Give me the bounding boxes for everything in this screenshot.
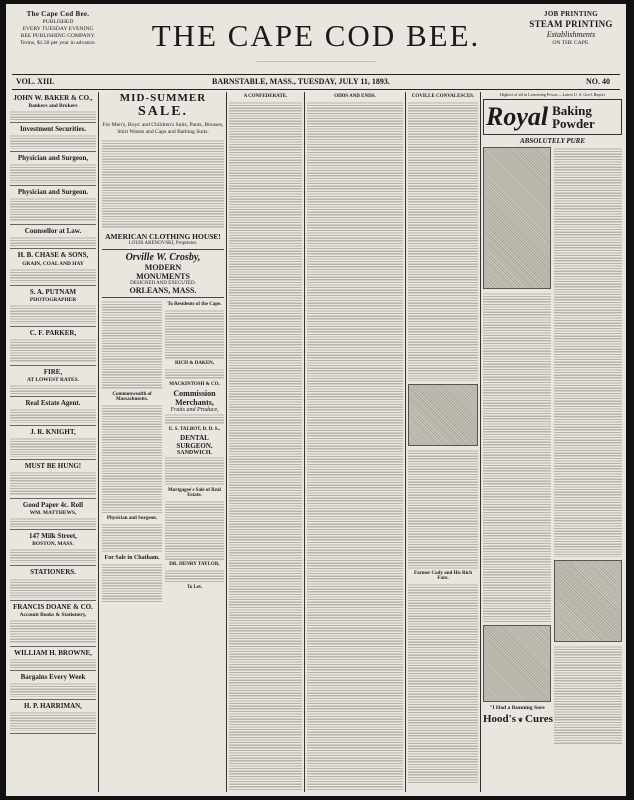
ear-right-line2: Establishments [546, 30, 596, 39]
directory-card-sub: AT LOWEST RATES. [27, 376, 79, 383]
crosby-line1: MODERN [144, 263, 182, 272]
odds-ends-head: ODDS AND ENDS. [334, 94, 376, 99]
directory-card-name: Physician and Surgeon. [17, 188, 89, 197]
directory-card [10, 366, 96, 397]
masthead-title: THE CAPE COD BEE. [151, 18, 481, 53]
directory-card-name: H. P. HARRIMAN, [24, 701, 82, 710]
directory-card [10, 92, 96, 123]
column-coville [408, 92, 478, 792]
column-rule [480, 92, 481, 792]
ear-right-title: JOB PRINTING [544, 10, 598, 18]
royal-baking: Baking [552, 103, 592, 118]
directory-card [10, 499, 96, 530]
fruits: Fruits and Produce, [170, 407, 219, 413]
hoods-ad [483, 713, 551, 725]
directory-card [10, 286, 96, 327]
directory-card-name: MUST BE HUNG! [24, 462, 82, 471]
directory-card-name: JOHN W. BAKER & CO., [13, 94, 93, 102]
hoods-name: Hood's [483, 713, 517, 725]
right-ear [522, 10, 620, 47]
midsummer-sale-ad [102, 92, 224, 250]
proprietor: LOUIS ARENOVSKI, Proprietor. [128, 241, 198, 246]
hoods-cures: Cures [525, 713, 553, 725]
directory-card [10, 186, 96, 225]
directory-card-name: FRANCIS DOANE & CO. [13, 602, 93, 611]
sale-word: SALE. [137, 104, 189, 119]
newspaper-page [6, 4, 626, 796]
column-directory [10, 92, 96, 792]
royal-powder: Powder [552, 116, 595, 131]
column-confederate [229, 92, 302, 792]
directory-card [10, 530, 96, 566]
clothing-house: AMERICAN CLOTHING HOUSE! [105, 232, 221, 241]
rich-daken: RICH & DAKEN, [174, 361, 215, 366]
to-let: To Let. [186, 585, 203, 590]
directory-card-name: Bargains Every Week [20, 672, 86, 681]
directory-card-name: Physician and Surgeon, [17, 154, 89, 163]
directory-card [10, 671, 96, 700]
dr-taylor: DR. HENRY TAYLOR, [169, 562, 220, 567]
directory-card-name: H. B. CHASE & SONS, [17, 251, 89, 260]
volume-label: VOL. XIII. [16, 77, 55, 86]
issue-number: NO. 40 [586, 77, 610, 86]
residents-head: To Residents of the Cape. [167, 302, 222, 307]
directory-card [10, 249, 96, 285]
ear-left-line2: EVERY TUESDAY EVENING [22, 25, 94, 32]
royal-top: Highest of all in Leavening Power.—Latest U. S. Gov't Report [500, 92, 605, 97]
for-sale-head: For Sale in Chatham. [104, 555, 160, 561]
directory-card [10, 327, 96, 366]
sale-text: For Men's, Boys' and Children's Suits, Pants, Blouses, Shirt Waists and Caps and Bathing Suits. [102, 122, 224, 135]
directory-card [10, 123, 96, 152]
royal-ad [483, 99, 622, 135]
commission2: Merchants, [175, 398, 214, 407]
crosby-name: Orville W. Crosby, [125, 252, 201, 263]
directory-card-sub: Account Books & Stationery, [19, 611, 87, 618]
ear-right-line3: ON THE CAPE. [552, 40, 590, 46]
column-royal [483, 92, 622, 792]
column-rule [304, 92, 305, 792]
masthead-subline: ──────────────────────────────────────────────── [256, 60, 376, 64]
place-date: BARNSTABLE, MASS., TUESDAY, JULY 11, 1893. [212, 77, 390, 86]
confederate-head: A CONFEDERATE. [243, 94, 288, 99]
coville-head: COVILLE CONVALESCES. [411, 94, 475, 99]
illustration-engraving [483, 147, 551, 289]
directory-card [10, 566, 96, 600]
ear-left-title: The Cape Cod Bee. [26, 10, 90, 18]
crosby-line2: MONUMENTS [136, 272, 190, 281]
directory-card-name: Counsellor at Law. [24, 227, 82, 236]
directory-card [10, 397, 96, 426]
farm-engraving [408, 384, 478, 446]
directory-card-sub: WM. MATTHEWS, [29, 510, 77, 517]
directory-card-sub: PHOTOGRAPHER [29, 296, 77, 303]
ear-right-line1: STEAM PRINTING [529, 18, 613, 29]
dental: DENTAL SURGEON. [176, 434, 213, 450]
directory-list [10, 92, 96, 734]
talbot: E. S. TALBOT, D. D. S., [168, 427, 221, 432]
crosby-monuments-ad [102, 250, 224, 298]
directory-card [10, 647, 96, 671]
directory-card [10, 700, 96, 734]
ear-left-line1: PUBLISHED [42, 18, 74, 25]
mortgagee-head: Mortgagee's Sale of Real Estate. [168, 488, 221, 498]
directory-card-sub: GRAIN, COAL AND HAY [22, 260, 84, 267]
directory-card-name: S. A. PUTNAM [29, 287, 77, 296]
directory-card-name: J. R. KNIGHT, [30, 428, 76, 436]
directory-card-name: STATIONERS. [30, 568, 76, 577]
directory-card-name: WILLIAM H. BROWNE, [14, 648, 92, 657]
directory-card-name: Real Estate Agent. [25, 398, 81, 407]
royal-columns [483, 147, 622, 745]
column-rule [98, 92, 99, 792]
portrait-engraving [483, 625, 551, 702]
cartoon-engraving [554, 560, 622, 642]
directory-card-sub: Bankers and Brokers [28, 103, 78, 110]
directory-card [10, 460, 96, 499]
commission1: Commission [173, 389, 216, 398]
ear-left-line3: BEE PUBLISHING COMPANY. [20, 32, 96, 39]
physician-head: Physician and Surgeon. [106, 516, 158, 521]
directory-card-sub: BOSTON, MASS. [32, 541, 74, 548]
ads-split [102, 300, 224, 603]
ear-left-terms: Terms, $1.50 per year in advance. [20, 39, 96, 46]
ads-right-subcol [165, 300, 224, 603]
commonwealth-head: Commonwealth of Massachusetts. [112, 392, 152, 402]
directory-card-name: FIRE, [43, 367, 63, 376]
directory-card-name: Investment Securities. [19, 125, 87, 134]
mackintosh: MACKINTOSH & CO. [169, 382, 220, 387]
royal-pure: ABSOLUTELY PURE [519, 137, 585, 145]
directory-card [10, 426, 96, 460]
directory-card-name: C. F. PARKER, [29, 328, 77, 337]
crosby-line3: DESIGNED AND EXECUTED. [130, 281, 196, 286]
running-sore: "I Had a Running Sore [489, 705, 545, 711]
column-ads [102, 92, 224, 792]
left-ear [12, 10, 104, 47]
column-rule [226, 92, 227, 792]
column-rule [405, 92, 406, 792]
directory-card [10, 152, 96, 186]
directory-card-name: Good Paper 4c. Roll [22, 501, 84, 510]
crosby-line4: ORLEANS, MASS. [129, 286, 197, 295]
directory-card [10, 225, 96, 249]
ads-left-subcol [102, 300, 162, 603]
royal-logo: Royal [486, 102, 549, 131]
column-odds-ends [307, 92, 403, 792]
directory-card [10, 601, 96, 647]
sale-title: MID-SUMMER [119, 92, 207, 104]
directory-card-name: 147 Milk Street, [29, 532, 77, 541]
poem-head: Farmer Cody and His Rich Fare. [414, 571, 472, 581]
dateline-bar [12, 74, 620, 90]
sarsaparilla-icon: ❦ [518, 718, 524, 724]
sandwich: SANDWICH. [176, 450, 213, 456]
